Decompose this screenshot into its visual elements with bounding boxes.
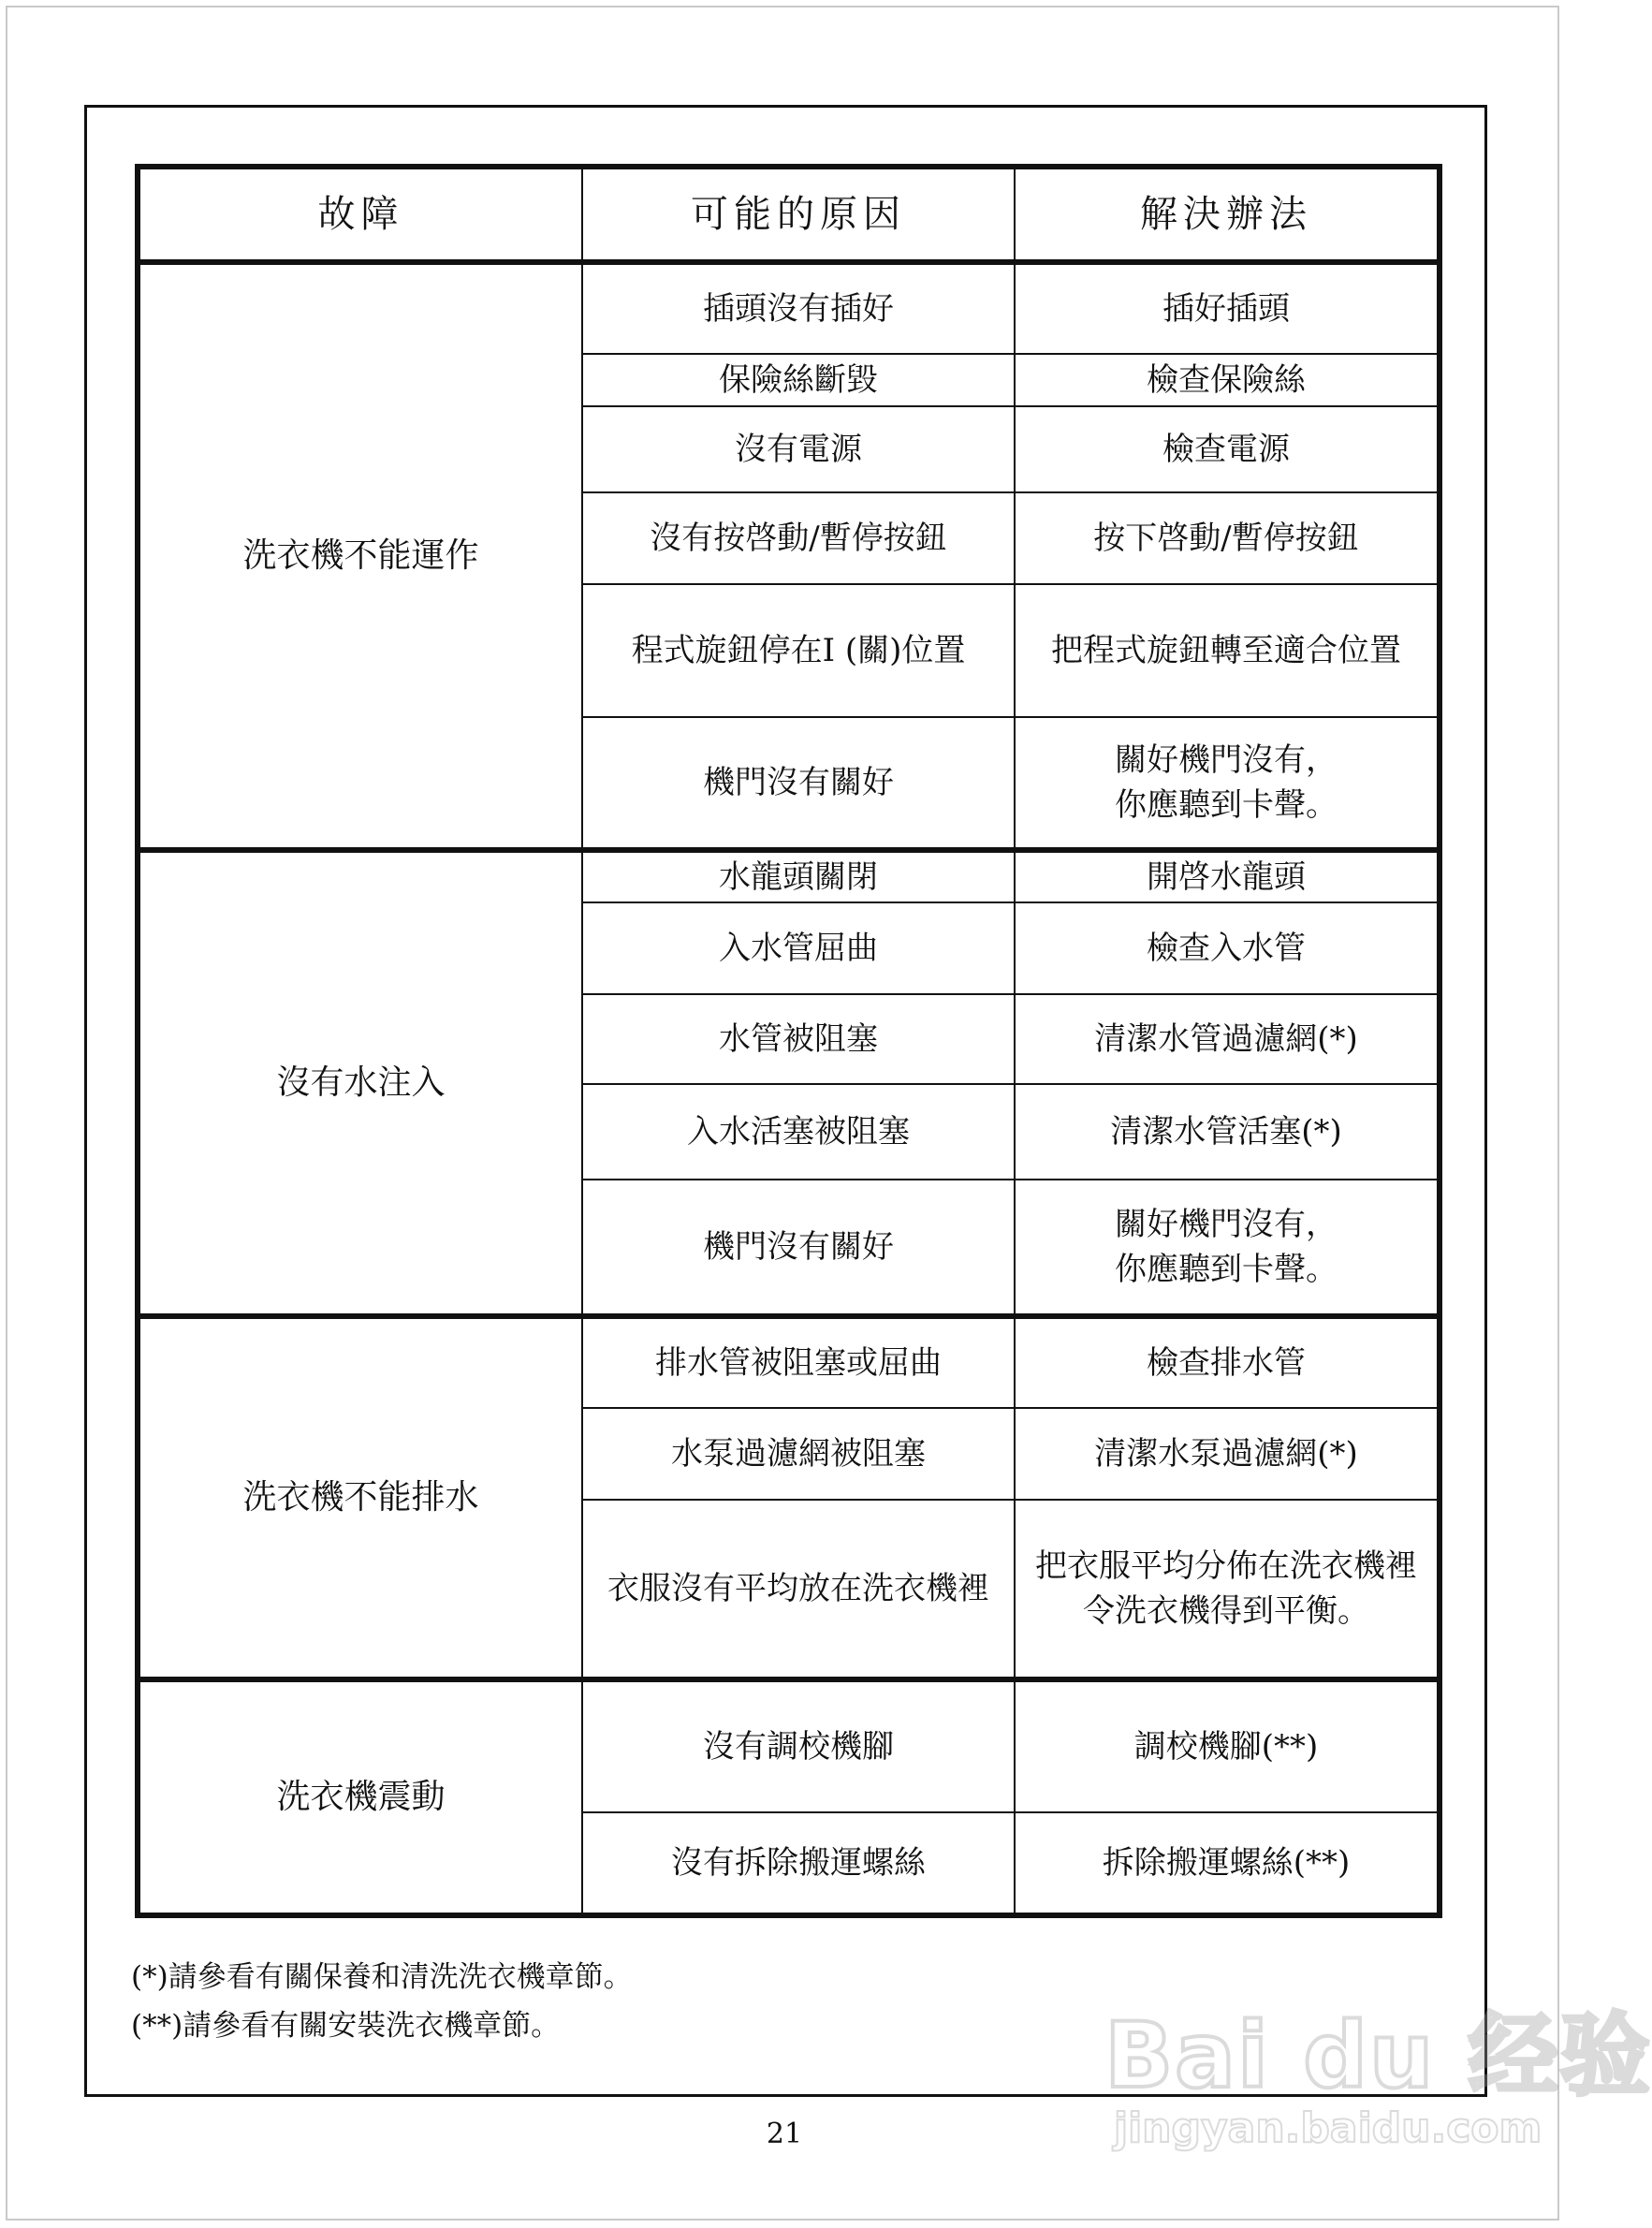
cause-cell: 機門沒有關好 [582,1180,1015,1316]
solution-cell: 檢查保險絲 [1015,354,1440,406]
cause-cell: 水管被阻塞 [582,994,1015,1084]
header-solution: 解決辦法 [1015,167,1440,262]
fault-cell: 洗衣機不能運作 [138,262,582,850]
solution-cell: 清潔水管過濾網(*) [1015,994,1440,1084]
cause-cell: 排水管被阻塞或屈曲 [582,1316,1015,1408]
cause-cell: 沒有按啓動/暫停按鈕 [582,492,1015,584]
solution-cell: 按下啓動/暫停按鈕 [1015,492,1440,584]
footnote-maintenance: (*)請參看有關保養和清洗洗衣機章節。 [131,1960,633,1994]
fault-cell: 沒有水注入 [138,850,582,1316]
cause-cell: 沒有調校機腳 [582,1679,1015,1812]
table-row [138,262,1440,354]
page-number: 21 [766,2118,803,2150]
solution-cell: 把程式旋鈕轉至適合位置 [1015,584,1440,717]
table-body [138,262,1440,1915]
solution-cell: 調校機腳(**) [1015,1679,1440,1812]
cause-cell: 保險絲斷毀 [582,354,1015,406]
watermark-url: jingyan.baidu.com [1114,2104,1542,2152]
cause-cell: 衣服沒有平均放在洗衣機裡 [582,1500,1015,1679]
table-row [138,1679,1440,1812]
solution-cell: 關好機門沒有， 你應聽到卡聲。 [1015,717,1440,850]
solution-cell: 檢查入水管 [1015,902,1440,994]
troubleshooting-table [135,164,1442,1918]
baidu-watermark [1104,1985,1652,2172]
solution-cell: 拆除搬運螺絲(**) [1015,1812,1440,1915]
solution-cell: 插好插頭 [1015,262,1440,354]
cause-cell: 入水管屈曲 [582,902,1015,994]
cause-cell: 水泵過濾網被阻塞 [582,1408,1015,1500]
cause-cell: 入水活塞被阻塞 [582,1084,1015,1180]
watermark-logo: Bai du 经验 [1104,2003,1652,2108]
solution-cell: 清潔水管活塞(*) [1015,1084,1440,1180]
header-fault: 故障 [138,167,582,262]
fault-cell: 洗衣機不能排水 [138,1316,582,1679]
cause-cell: 程式旋鈕停在I (關)位置 [582,584,1015,717]
header-cause: 可能的原因 [582,167,1015,262]
solution-cell: 檢查電源 [1015,406,1440,492]
cause-cell: 機門沒有關好 [582,717,1015,850]
table-row [138,850,1440,902]
solution-cell: 開啓水龍頭 [1015,850,1440,902]
solution-cell: 關好機門沒有， 你應聽到卡聲。 [1015,1180,1440,1316]
fault-cell: 洗衣機震動 [138,1679,582,1915]
solution-cell: 檢查排水管 [1015,1316,1440,1408]
table-header-row [138,167,1440,262]
solution-cell: 把衣服平均分佈在洗衣機裡 令洗衣機得到平衡。 [1015,1500,1440,1679]
table-row [138,1316,1440,1408]
cause-cell: 沒有拆除搬運螺絲 [582,1812,1015,1915]
cause-cell: 水龍頭關閉 [582,850,1015,902]
footnotes [131,1953,633,2050]
cause-cell: 沒有電源 [582,406,1015,492]
solution-cell: 清潔水泵過濾網(*) [1015,1408,1440,1500]
footnote-installation: (**)請參看有關安裝洗衣機章節。 [131,2009,561,2043]
cause-cell: 插頭沒有插好 [582,262,1015,354]
